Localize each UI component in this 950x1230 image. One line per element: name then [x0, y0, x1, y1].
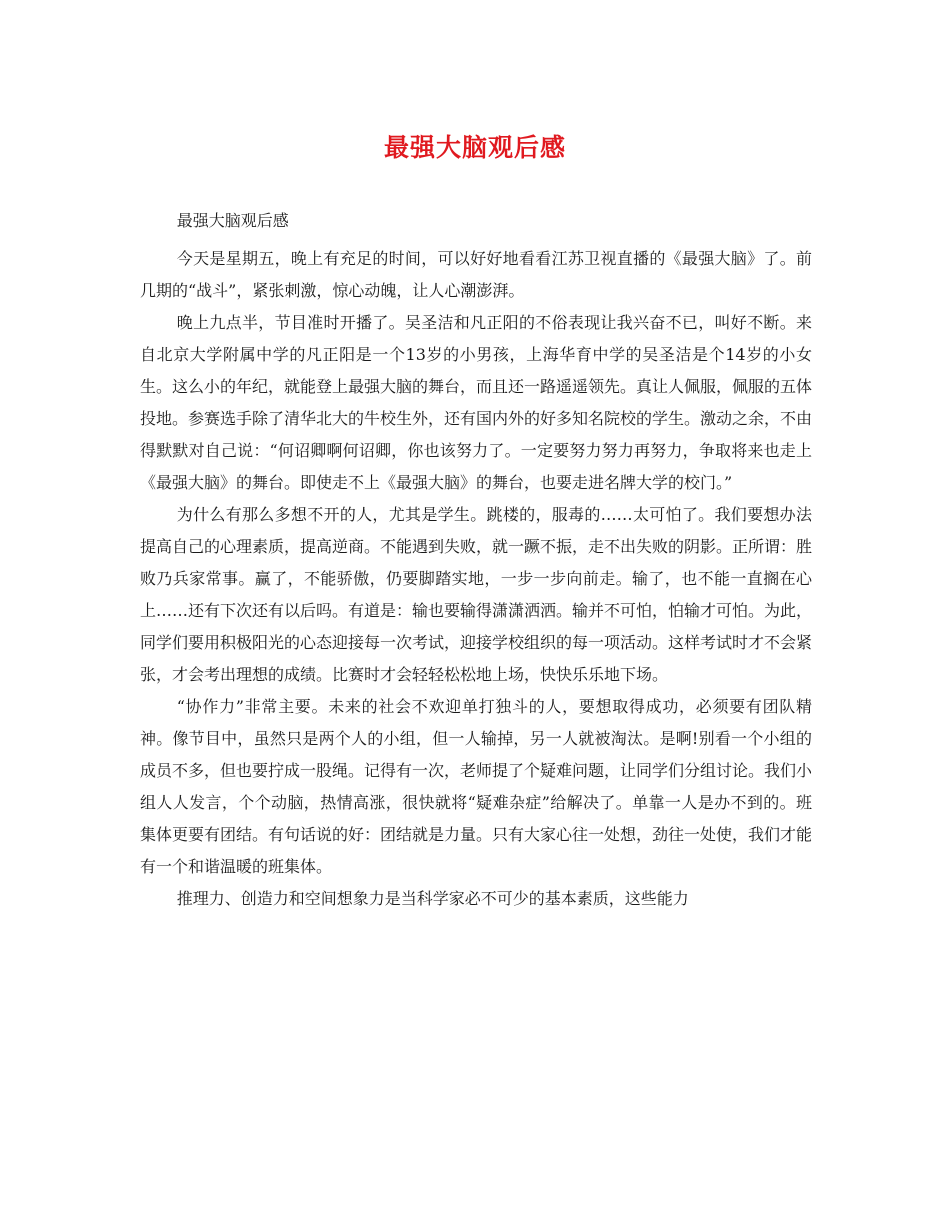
- paragraph-5: 推理力、创造力和空间想象力是当科学家必不可少的基本素质，这些能力: [176, 889, 689, 908]
- document-body: [140, 205, 812, 915]
- paragraph-4: “协作力”非常主要。未来的社会不欢迎单打独斗的人，要想取得成功，必须要有团队精神。像节目中，虽然只是两个人的小组，但一人输掉，另一人就被淘汰。是啊!别看一个小组的成员不多，但也要拧成一股绳。记得有一次，老师提了个疑难问题，让同学们分组讨论。我们小组人人发言，个个动脑，热情高涨，很快就将“疑难杂症”给解决了。单靠一人是办不到的。班集体更要有团结。有句话说的好：团结就是力量。只有大家心往一处想，劲往一处使，我们才能有一个和谐温暖的班集体。: [140, 697, 813, 876]
- paragraph-3: 为什么有那么多想不开的人，尤其是学生。跳楼的，服毒的……太可怕了。我们要想办法提高自己的心理素质，提高逆商。不能遇到失败，就一蹶不振，走不出失败的阴影。正所谓：胜败乃兵家常事。赢了，不能骄傲，仍要脚踏实地，一步一步向前走。输了，也不能一直搁在心上……还有下次还有以后吗。有道是：输也要输得潇潇洒洒。输并不可怕，怕输才可怕。为此，同学们要用积极阳光的心态迎接每一次考试，迎接学校组织的每一项活动。这样考试时才不会紧张，才会考出理想的成绩。比赛时才会轻轻松松地上场，快快乐乐地下场。: [140, 505, 813, 684]
- document-title: 最强大脑观后感: [383, 133, 566, 162]
- paragraph-2: 晚上九点半，节目准时开播了。吴圣洁和凡正阳的不俗表现让我兴奋不已，叫好不断。来自北京大学附属中学的凡正阳是一个13岁的小男孩，上海华育中学的吴圣洁是个14岁的小女生。这么小的年纪，就能登上最强大脑的舞台，而且还一路遥遥领先。真让人佩服，佩服的五体投地。参赛选手除了清华北大的牛校生外，还有国内外的好多知名院校的学生。激动之余，不由得默默对自己说：“何诏卿啊何诏卿，你也该努力了。一定要努力努力再努力，争取将来也走上《最强大脑》的舞台。即使走不上《最强大脑》的舞台，也要走进名牌大学的校门。”: [140, 313, 813, 492]
- document-subtitle: 最强大脑观后感: [176, 211, 289, 230]
- paragraph-1: 今天是星期五，晚上有充足的时间，可以好好地看看江苏卫视直播的《最强大脑》了。前几期的“战斗”，紧张刺激，惊心动魄，让人心潮澎湃。: [140, 249, 812, 300]
